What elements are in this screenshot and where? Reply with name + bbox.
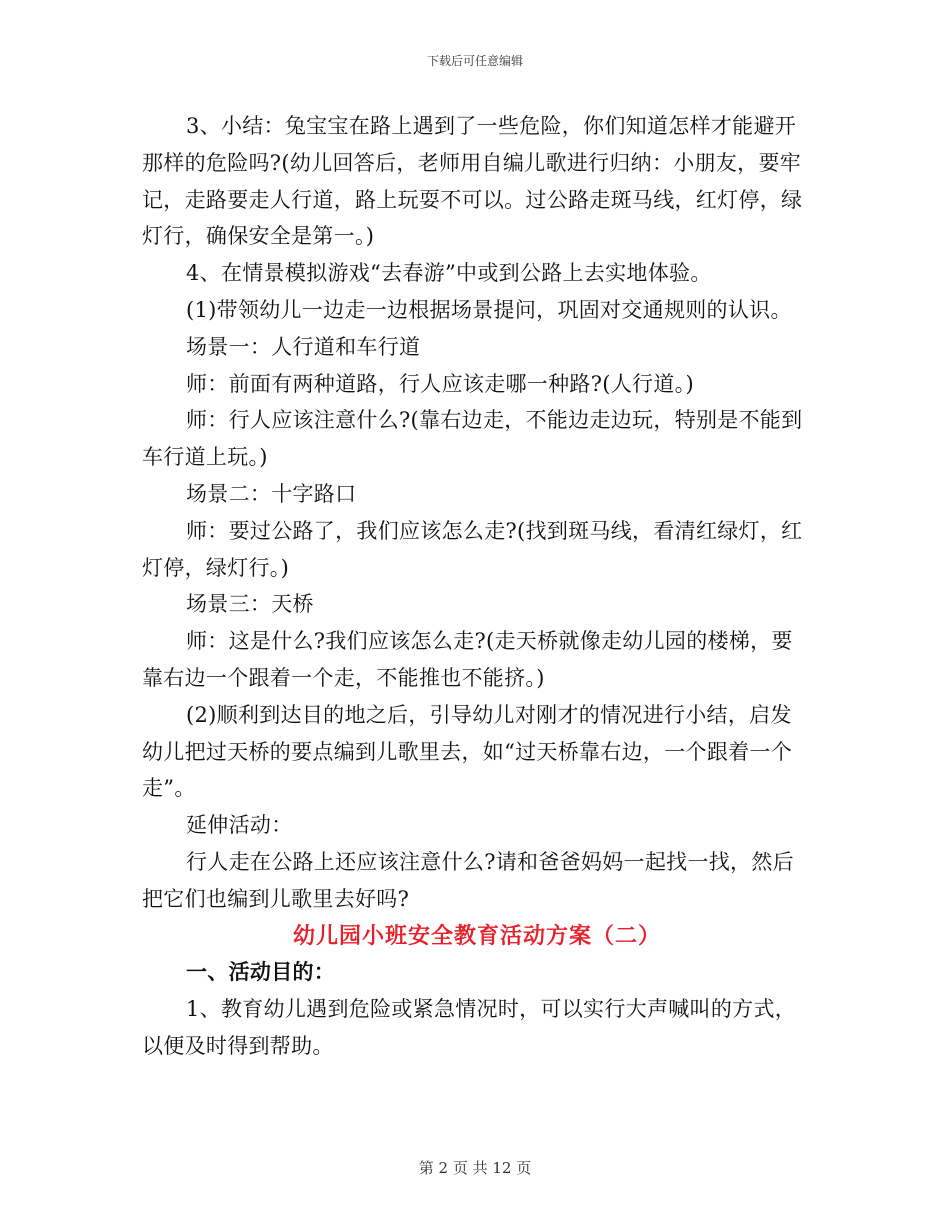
paragraph-step-4: 4、在情景模拟游戏“去春游”中或到公路上去实地体验。 xyxy=(186,261,712,286)
paragraph-summary: 3、小结：兔宝宝在路上遇到了一些危险，你们知道怎样才能避开那样的危险吗?(幼儿回答后，老师用自编儿歌进行归纳：小朋友，要牢记，走路要走人行道，路上玩耍不可以。过公路走斑马线，红灯停，绿灯行，确保安全是第一。) xyxy=(142,114,803,249)
paragraph-extension-heading: 延伸活动： xyxy=(186,813,293,838)
section-subheading: 一、活动目的： xyxy=(186,959,336,985)
paragraph-teacher-q4: 师：这是什么?我们应该怎么走?(走天桥就像走幼儿园的楼梯，要靠右边一个跟着一个走，不能推也不能挤。) xyxy=(142,629,793,690)
paragraph-scene-3: 场景三：天桥 xyxy=(186,592,314,617)
paragraph-extension: 行人走在公路上还应该注意什么?请和爸爸妈妈一起找一找，然后把它们也编到儿歌里去好吗? xyxy=(142,849,794,911)
paragraph-scene-2: 场景二：十字路口 xyxy=(186,481,357,506)
section-title: 幼儿园小班安全教育活动方案（二） xyxy=(292,922,661,949)
paragraph-teacher-q1: 师：前面有两种道路，行人应该走哪一种路?(人行道。) xyxy=(186,371,694,396)
document-body xyxy=(142,108,812,1065)
paragraph-substep-1: (1)带领幼儿一边走一边根据场景提问，巩固对交通规则的认识。 xyxy=(186,297,792,322)
paragraph-teacher-q2: 师：行人应该注意什么?(靠右边走，不能边走边玩，特别是不能到车行道上玩。) xyxy=(142,408,803,470)
paragraph-substep-2: (2)顺利到达目的地之后，引导幼儿对刚才的情况进行小结，启发幼儿把过天桥的要点编到儿歌里去，如“过天桥靠右边，一个跟着一个走”。 xyxy=(142,702,793,801)
paragraph-scene-1: 场景一：人行道和车行道 xyxy=(186,334,421,359)
page-footer: 第 2 页 共 12 页 xyxy=(418,1159,532,1177)
section-paragraph: 1、教育幼儿遇到危险或紧急情况时，可以实行大声喊叫的方式，以便及时得到帮助。 xyxy=(142,997,797,1058)
page-header: 下载后可任意编辑 xyxy=(426,54,523,68)
paragraph-teacher-q3: 师：要过公路了，我们应该怎么走?(找到斑马线，看清红绿灯，红灯停，绿灯行。) xyxy=(142,518,803,580)
